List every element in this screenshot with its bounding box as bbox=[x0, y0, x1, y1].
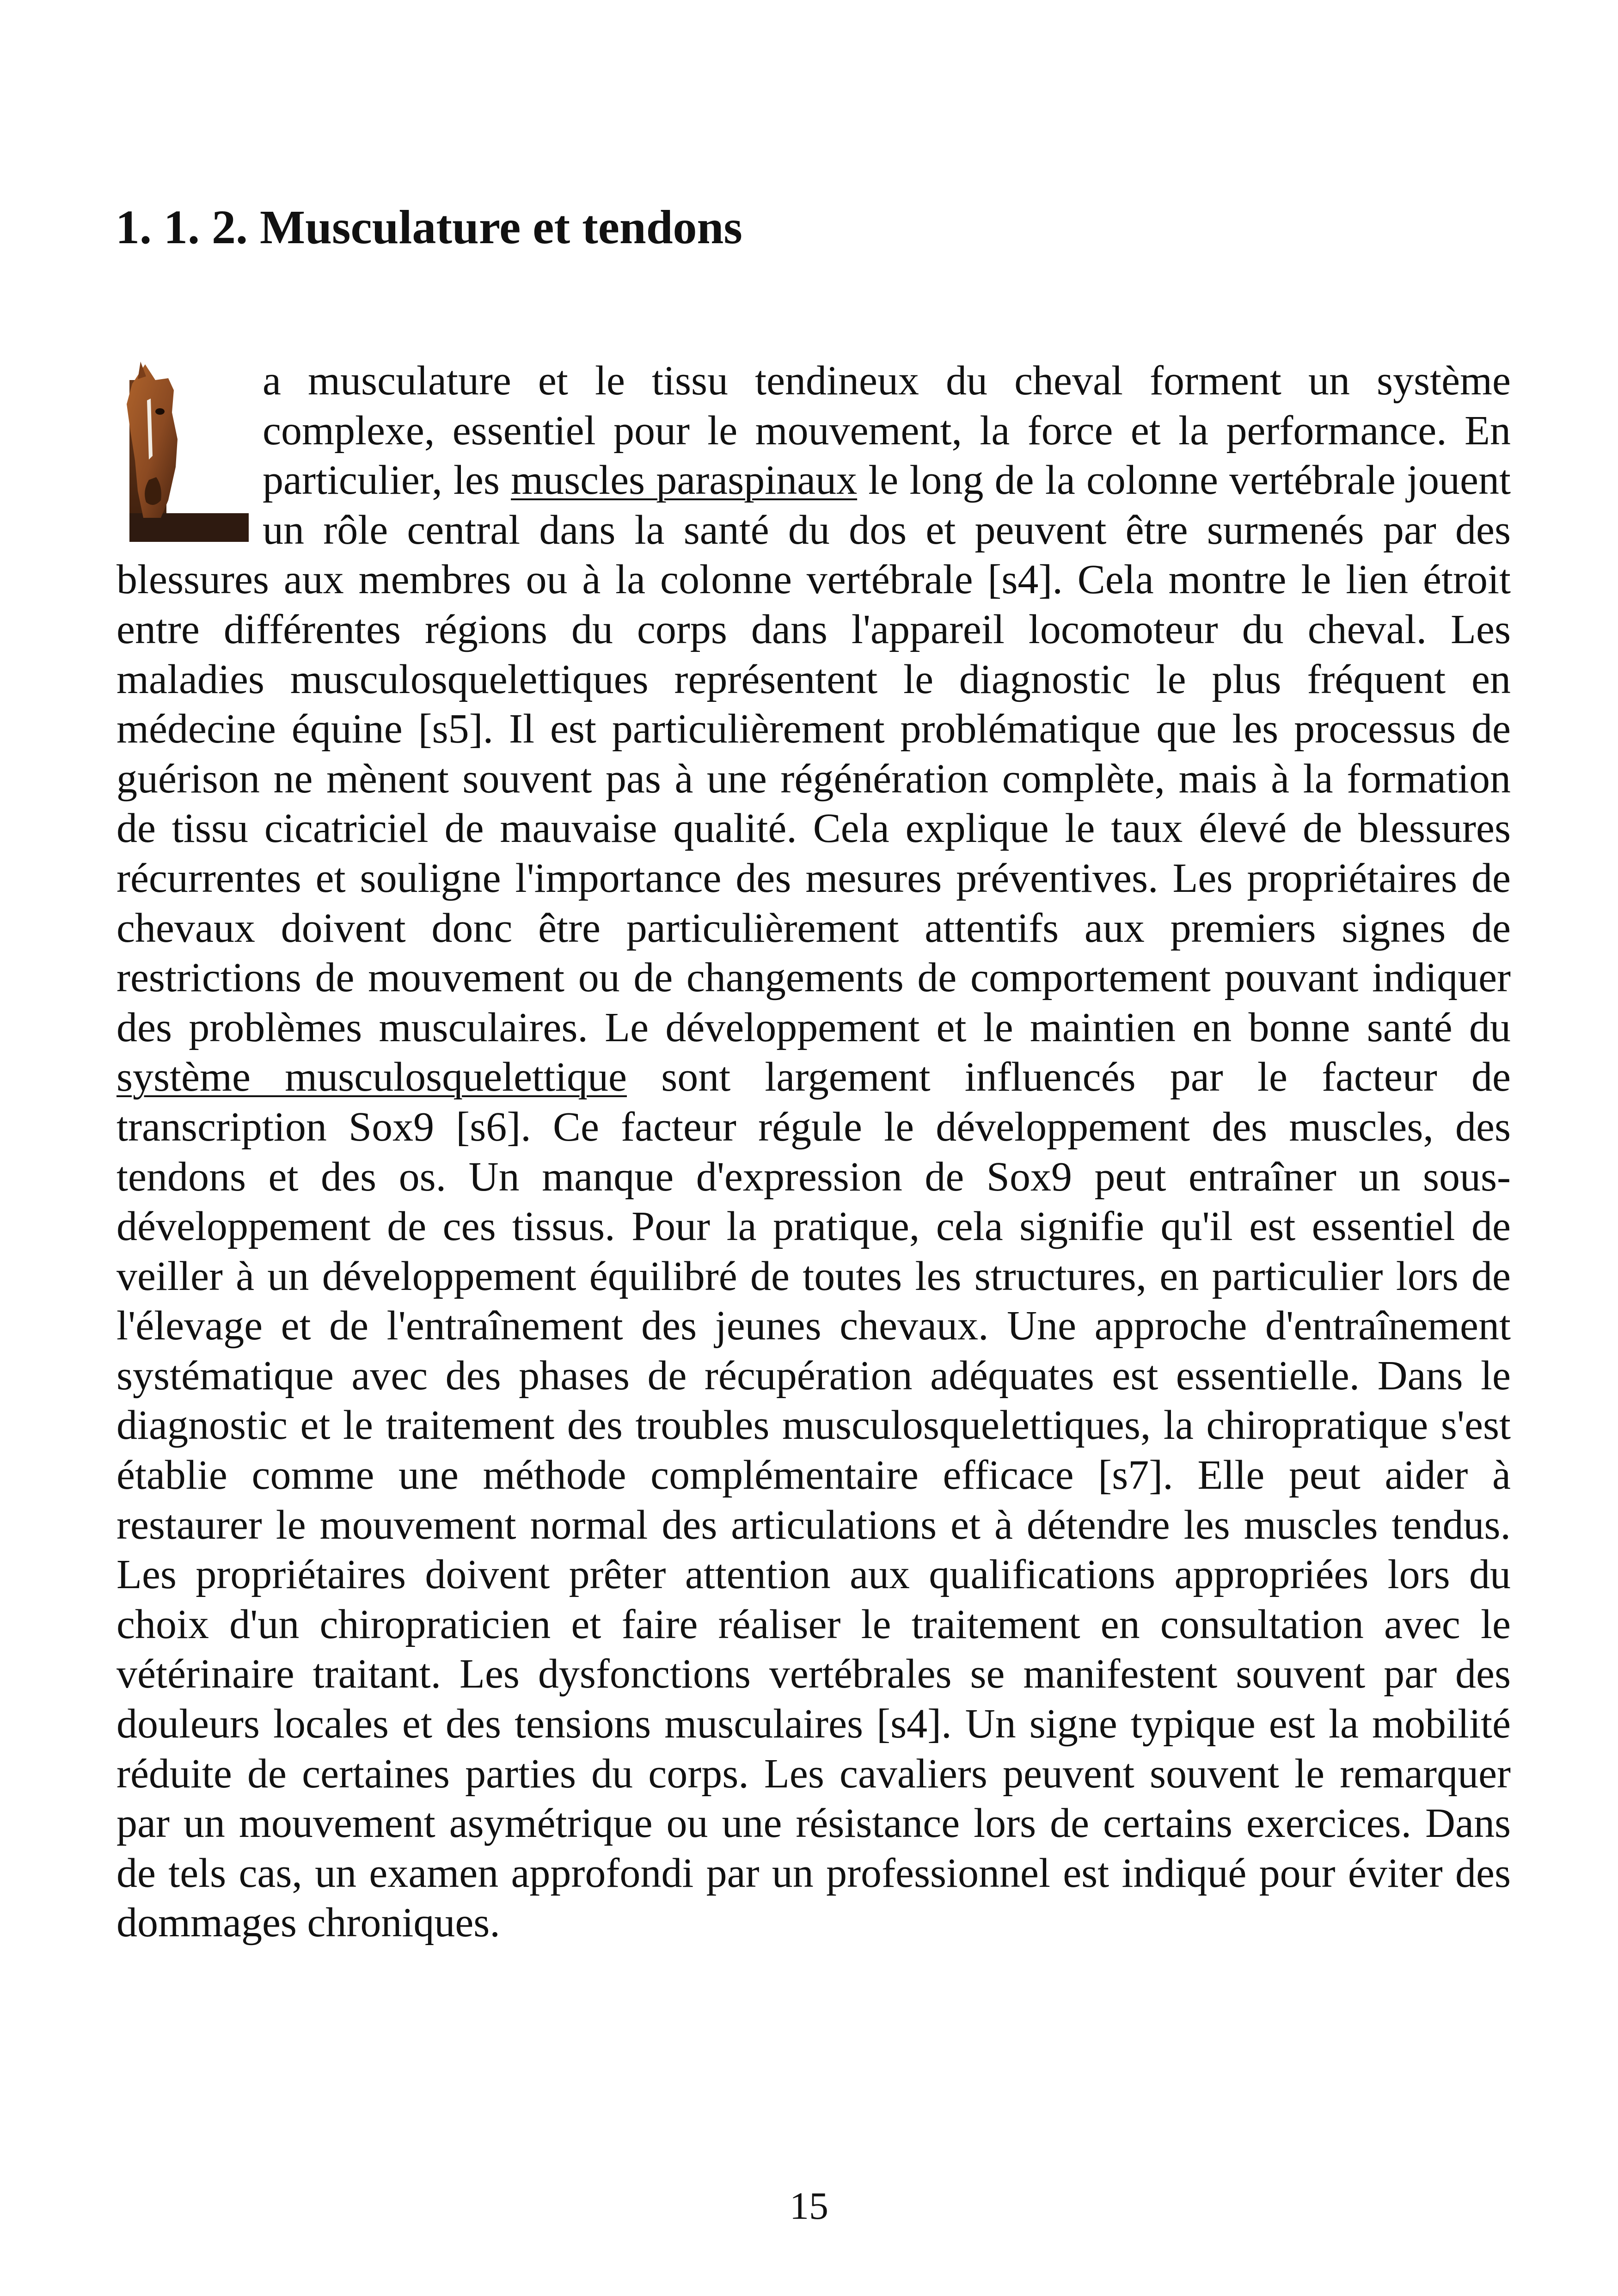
paragraph-text-2: le long de la colonne vertébrale jouent un rôle central dans la santé du dos et peuvent être surmenés par des blessures aux membres ou à la colonne vertébrale [s4]. Cela montre le lien étroit entre différentes régions du corps dans l'appareil locomoteur du cheval. Les maladies musculosquelettiques représentent le diagnostic le plus fréquent en médecine équine [s5]. Il est particulièrement problématique que les processus de guérison ne mènent souvent pas à une régénération complète, mais à la formation de tissu cicatriciel de mauvaise qualité. Cela explique le taux élevé de blessures récurrentes et souligne l'importance des mesures préventives. Les propriétaires de chevaux doivent donc être particulièrement attentifs aux premiers signes de restrictions de mouvement ou de changements de comportement pouvant indiquer des problèmes musculaires. Le développement et le maintien en bonne santé du bbox=[116, 457, 1511, 1050]
dropcap-letter-image bbox=[116, 356, 255, 546]
body-paragraph bbox=[116, 356, 1511, 1948]
paragraph-text-3: sont largement influencés par le facteur de transcription Sox9 [s6]. Ce facteur régule le développement des muscles, des tendons et des os. Un manque d'expression de Sox9 peut entraîner un sous-développement de ces tissus. Pour la pratique, cela signifie qu'il est essentiel de veiller à un développement équilibré de toutes les structures, en particulier lors de l'élevage et de l'entraînement des jeunes chevaux. Une approche d'entraînement systématique avec des phases de récupération adéquates est essentielle. Dans le diagnostic et le traitement des troubles musculosquelettiques, la chiropratique s'est établie comme une méthode complémentaire efficace [s7]. Elle peut aider à restaurer le mouvement normal des articulations et à détendre les muscles tendus. Les propriétaires doivent prêter attention aux qualifications appropriées lors du choix d'un chiropraticien et faire réaliser le traitement en consultation avec le vétérinaire traitant. Les dysfonctions vertébrales se manifestent souvent par des douleurs locales et des tensions musculaires [s4]. Un signe typique est la mobilité réduite de certaines parties du corps. Les cavaliers peuvent souvent le remarquer par un mouvement asymétrique ou une résistance lors de certains exercices. Dans de tels cas, un examen approfondi par un professionnel est indiqué pour éviter des dommages chroniques. bbox=[116, 1054, 1511, 1946]
page-number: 15 bbox=[790, 2185, 828, 2228]
section-heading: 1. 1. 2. Musculature et tendons bbox=[116, 201, 742, 254]
horse-eye-shape bbox=[155, 408, 165, 415]
horse-head-icon bbox=[116, 362, 251, 546]
paragraph-text-1: a musculature et le tissu tendineux du cheval forment un système complexe, essentiel pour le mouvement, la force et la performance. En particulier, les bbox=[263, 358, 1511, 503]
term-systeme-musculosquelettique: système musculosquelettique bbox=[116, 1054, 627, 1100]
term-muscles-paraspinaux: muscles paraspinaux bbox=[511, 457, 858, 503]
